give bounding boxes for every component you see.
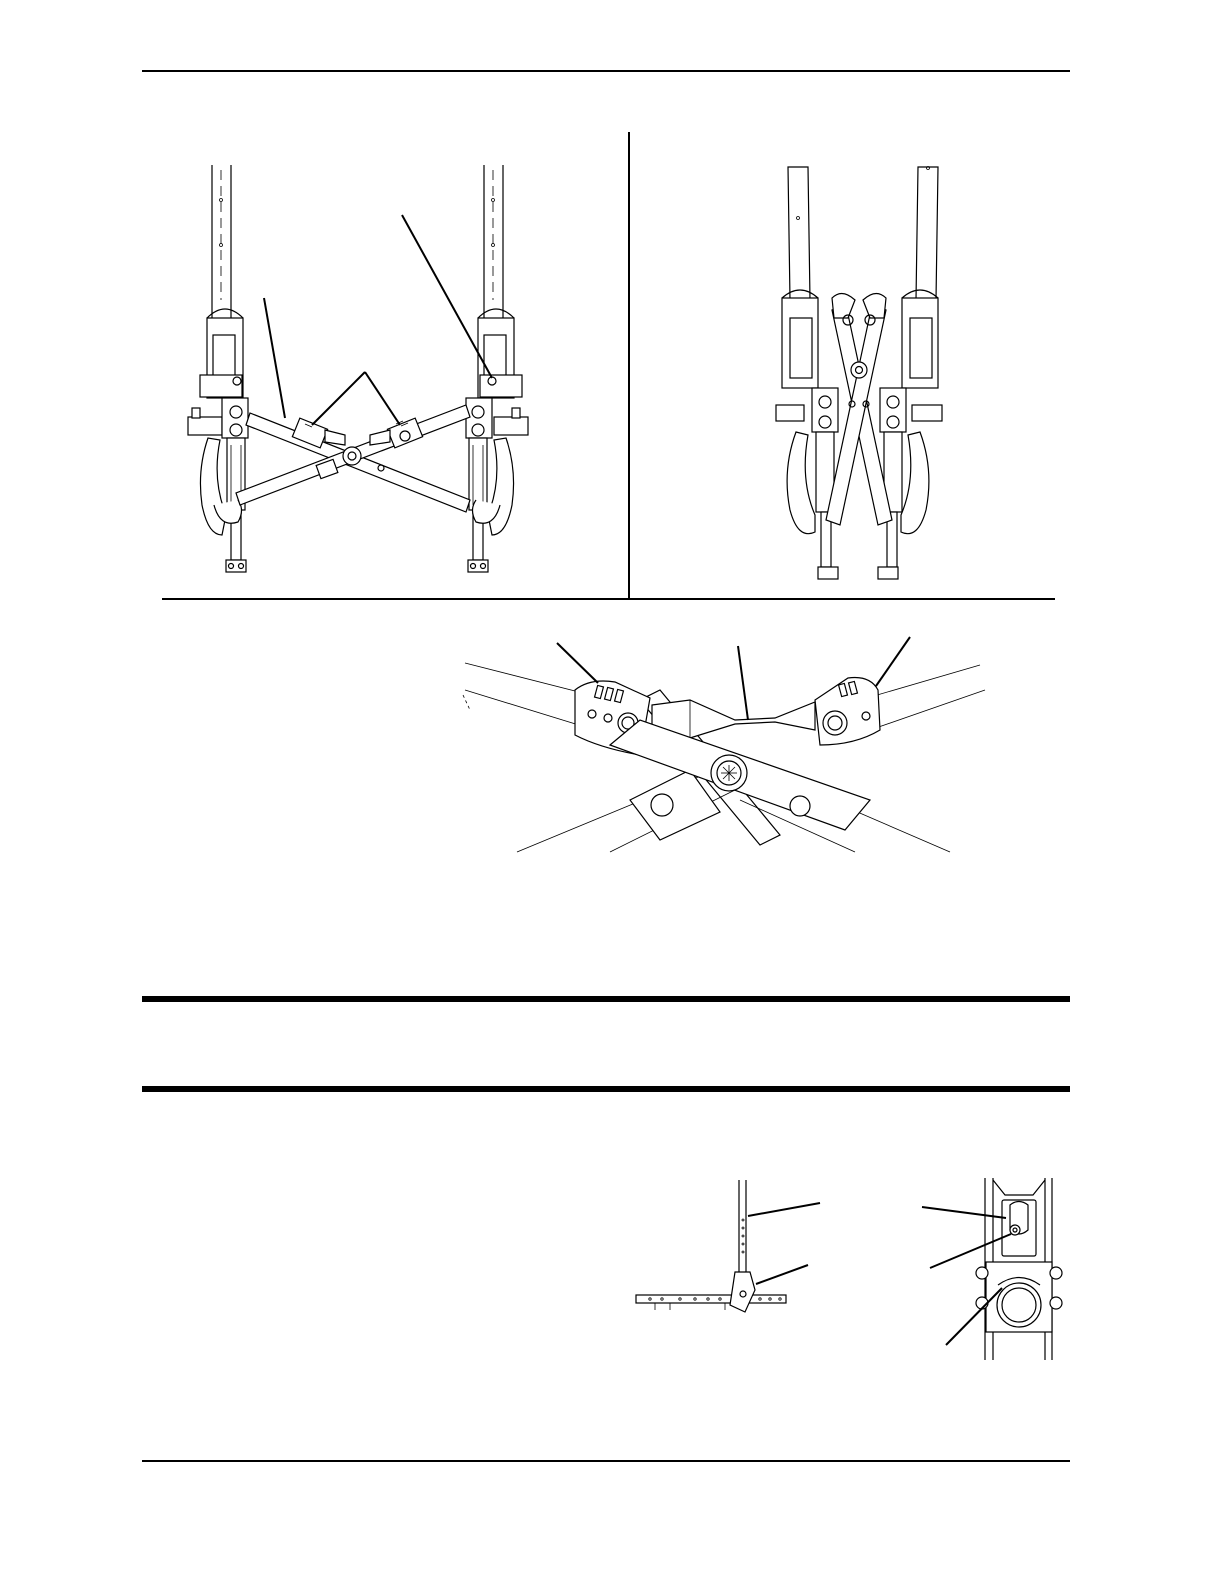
right-upright <box>466 165 528 572</box>
open-frame-leaders <box>264 215 492 425</box>
figure-crossbar-detail <box>463 637 985 852</box>
left-upright <box>188 165 248 572</box>
detail-hinge-lock-right <box>815 678 880 746</box>
hinge-lock-right <box>370 418 423 448</box>
figure-folded-frame <box>776 167 942 580</box>
figure-open-frame <box>188 165 528 572</box>
cross-brace <box>236 405 470 512</box>
footrest-bar <box>636 1295 786 1303</box>
figure-footrest-hanger <box>922 1178 1062 1360</box>
figure-footrest-side <box>636 1180 820 1312</box>
